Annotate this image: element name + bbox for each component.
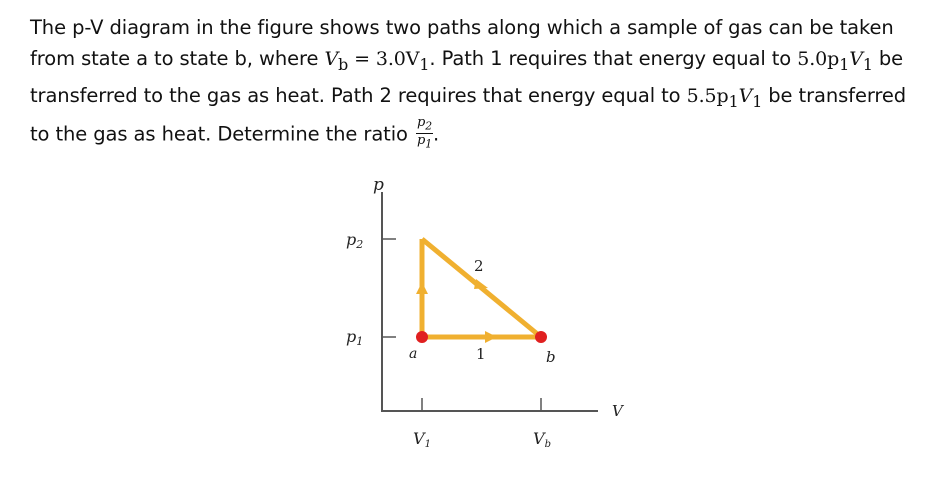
p-variable: p	[416, 114, 426, 130]
state-b-label: b	[546, 348, 556, 366]
v1-subscript: 1	[424, 439, 431, 450]
v-subscript: 1	[752, 91, 763, 111]
v-equation: = 3.0V	[348, 48, 420, 70]
p2-label	[346, 230, 363, 251]
v-variable: V	[413, 429, 425, 448]
state-a-label: a	[409, 346, 418, 362]
v-subscript: 1	[419, 54, 430, 74]
v-variable: V	[849, 48, 863, 70]
v-variable: V	[324, 48, 339, 70]
p-variable: p	[346, 327, 357, 346]
v-variable: V	[738, 84, 753, 107]
p1-label	[346, 327, 363, 348]
p-axis-label: p	[373, 175, 384, 195]
state-a-point	[416, 331, 428, 343]
v-subscript: 1	[862, 54, 873, 74]
path-1-arrow-icon	[485, 331, 497, 343]
p2-subscript: 2	[356, 238, 364, 251]
v-subscript: b	[338, 54, 349, 74]
problem-sentence: to the gas as heat. Determine the ratio	[30, 122, 414, 146]
problem-sentence: from state a to state b, where	[30, 47, 325, 70]
path-2-label: 2	[474, 257, 484, 275]
process-paths	[416, 239, 541, 343]
problem-sentence: transferred to the gas as heat. Path 2 requires that energy equal to	[30, 83, 687, 107]
vb-subscript: b	[544, 439, 551, 450]
p-variable: p	[416, 133, 426, 149]
energy-coefficient: 5.5p	[686, 84, 729, 107]
path-2-up-arrow-icon	[416, 282, 428, 294]
v-axis-label: V	[612, 402, 623, 420]
v1-label	[413, 429, 431, 450]
problem-sentence: The p-V diagram in the figure shows two paths along which a sample of gas can be taken	[30, 16, 894, 39]
problem-sentence: . Path 1 requires that energy equal to	[429, 47, 798, 70]
state-b-point	[535, 331, 547, 343]
p-subscript: 2	[425, 119, 433, 133]
p-subscript: 1	[839, 54, 850, 74]
p-variable: p	[346, 230, 357, 249]
p-subscript: 1	[728, 91, 739, 111]
v-variable: V	[533, 429, 545, 448]
p-subscript: 1	[425, 137, 433, 151]
problem-sentence: be	[872, 47, 904, 70]
p1-subscript: 1	[356, 335, 364, 348]
path-2-diagonal-arrow-icon	[474, 279, 488, 289]
problem-sentence: .	[433, 122, 440, 146]
energy-coefficient: 5.0p	[797, 48, 840, 70]
vb-label	[533, 429, 551, 450]
problem-sentence: be transferred	[762, 83, 907, 107]
path-1-label: 1	[476, 345, 486, 363]
